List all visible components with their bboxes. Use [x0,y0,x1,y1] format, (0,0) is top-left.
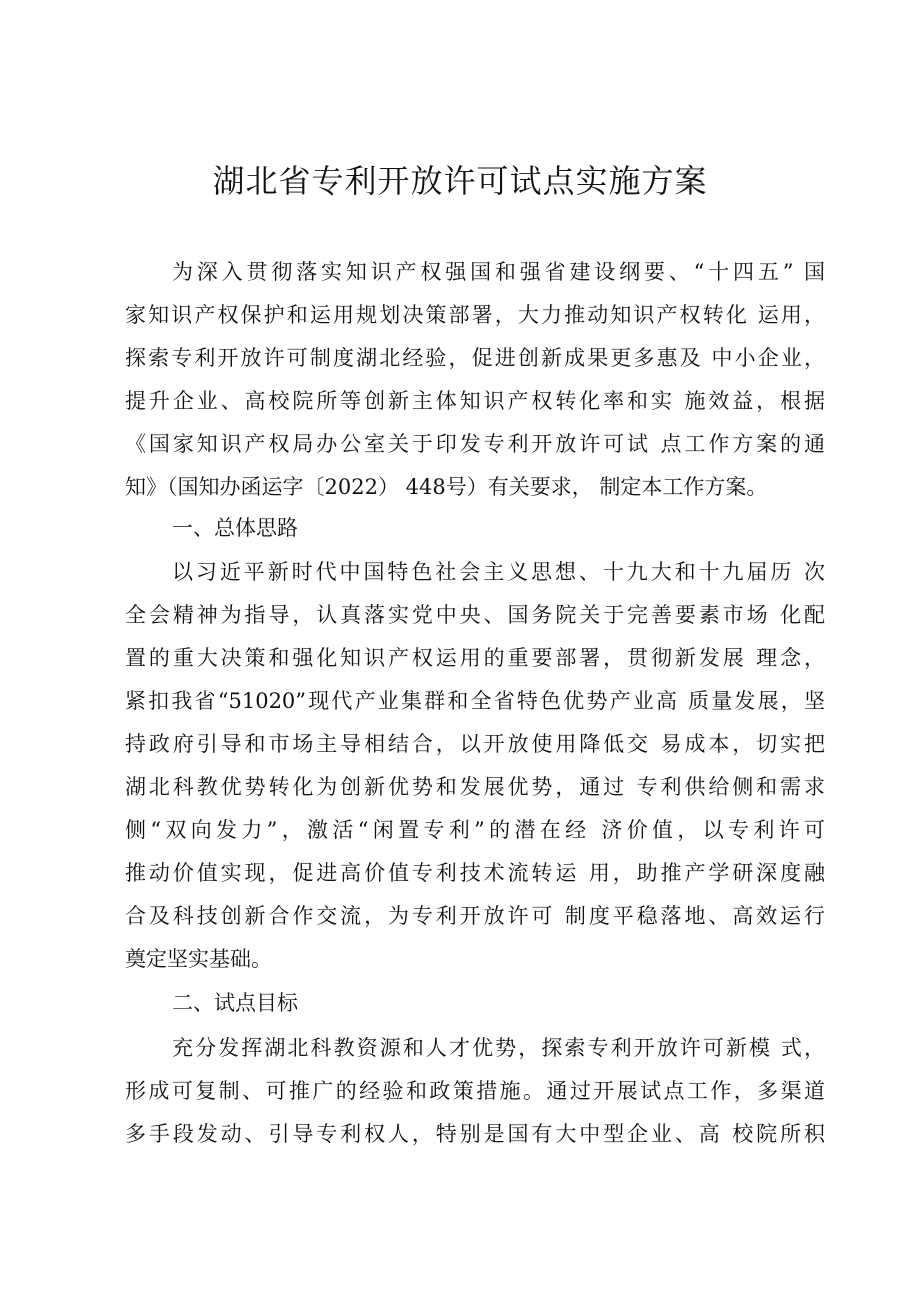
section1-line: 湖北科教优势转化为创新优势和发展优势，通过 专利供给侧和需求 [125,775,825,799]
section1-line: 推动价值实现，促进高价值专利技术流转运 用，助推产学研深度融 [125,861,825,885]
section1-line: 奠定坚实基础。 [125,947,272,971]
section1-line: 持政府引导和市场主导相结合，以开放使用降低交 易成本，切实把 [125,732,825,756]
section-heading-overall-approach: 一、总体思路 [172,516,298,540]
document-title: 湖北省专利开放许可试点实施方案 [212,162,708,200]
section1-line: 合及科技创新合作交流，为专利开放许可 制度平稳落地、高效运行 [125,904,825,928]
intro-line: 提升企业、高校院所等创新主体知识产权转化率和实 施效益，根据 [125,389,825,413]
intro-line: 家知识产权保护和运用规划决策部署，大力推动知识产权转化 运用， [125,303,825,327]
section1-line: 紧扣我省“51020”现代产业集群和全省特色优势产业高 质量发展，坚 [125,689,825,713]
section-heading-pilot-goals: 二、试点目标 [172,991,298,1015]
intro-line: 知》（国知办函运字〔2022） 448号）有关要求， 制定本工作方案。 [125,475,768,499]
intro-line: 探索专利开放许可制度湖北经验，促进创新成果更多惠及 中小企业， [125,346,825,370]
section1-line: 置的重大决策和强化知识产权运用的重要部署，贯彻新发展 理念， [125,646,825,670]
intro-line: 为深入贯彻落实知识产权强国和强省建设纲要、“十四五” 国 [172,260,825,284]
section2-line: 多手段发动、引导专利权人，特别是国有大中型企业、高 校院所积 [125,1122,825,1146]
section1-line: 侧“双向发力”，激活“闲置专利”的潜在经 济价值，以专利许可 [125,818,825,842]
section2-line: 形成可复制、可推广的经验和政策措施。通过开展试点工作，多渠道 [125,1079,825,1103]
section1-line: 全会精神为指导，认真落实党中央、国务院关于完善要素市场 化配 [125,603,825,627]
intro-line: 《国家知识产权局办公室关于印发专利开放许可试 点工作方案的通 [125,432,825,456]
section1-line: 以习近平新时代中国特色社会主义思想、十九大和十九届历 次 [172,560,825,584]
section2-line: 充分发挥湖北科教资源和人才优势，探索专利开放许可新模 式， [172,1036,825,1060]
